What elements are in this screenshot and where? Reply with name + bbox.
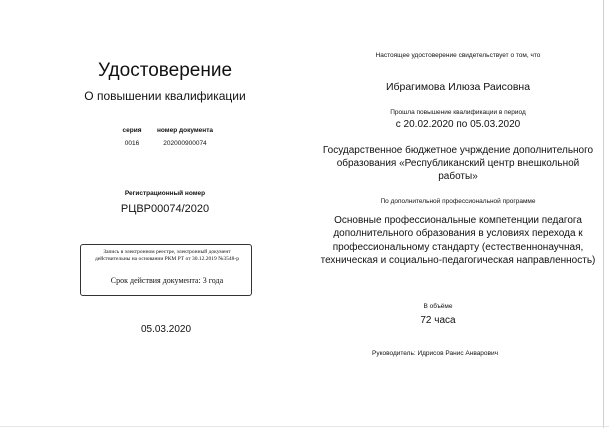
certifies-statement: Настоящее удостоверение свидетельствует о том, что: [375, 52, 541, 59]
registry-stamp-text: Запись в электронном реестре, электронный документ действительны на основании РКМ РТ от 30.12.2019 №3548-р: [95, 249, 239, 262]
period-value: с 20.02.2020 по 05.03.2020: [395, 119, 521, 130]
program-label: По дополнительной профессиональной программе: [380, 198, 536, 205]
document-number-label: номер документа: [156, 127, 214, 134]
issue-date: 05.03.2020: [140, 324, 192, 335]
institution-name: Государственное бюджетное учрждение дополнительного образования «Республиканский центр внешкольной работы»: [322, 145, 594, 182]
volume-value: 72 часа: [420, 315, 456, 326]
series-value: 0016: [124, 140, 140, 147]
holder-fullname: Ибрагимова Илюза Раисовна: [385, 81, 531, 93]
series-label: серия: [122, 127, 142, 134]
volume-label: В объёме: [423, 303, 453, 310]
document-title: Удостоверение: [97, 60, 233, 81]
document-number-value: 202000900074: [163, 140, 207, 147]
page-bottom-border: [0, 426, 609, 427]
registration-number-value: РЦВР00074/2020: [120, 203, 210, 215]
director-signature-line: Руководитель: Идрисов Ранис Анварович: [371, 350, 499, 357]
registration-number-label: Регистрационный номер: [124, 190, 206, 197]
validity-term: Срок действия документа: 3 года: [110, 276, 224, 285]
registry-stamp-box: [80, 244, 252, 296]
period-label: Прошла повышение квалификации в период: [390, 109, 526, 116]
document-subtitle: О повышении квалификации: [84, 89, 246, 103]
program-name: Основные профессиональные компетенции педагога дополнительного образования в условиях перехода к профессиональному стандарту (естественнонаучная, техническая и социально-педагогическая направленность): [320, 215, 596, 267]
